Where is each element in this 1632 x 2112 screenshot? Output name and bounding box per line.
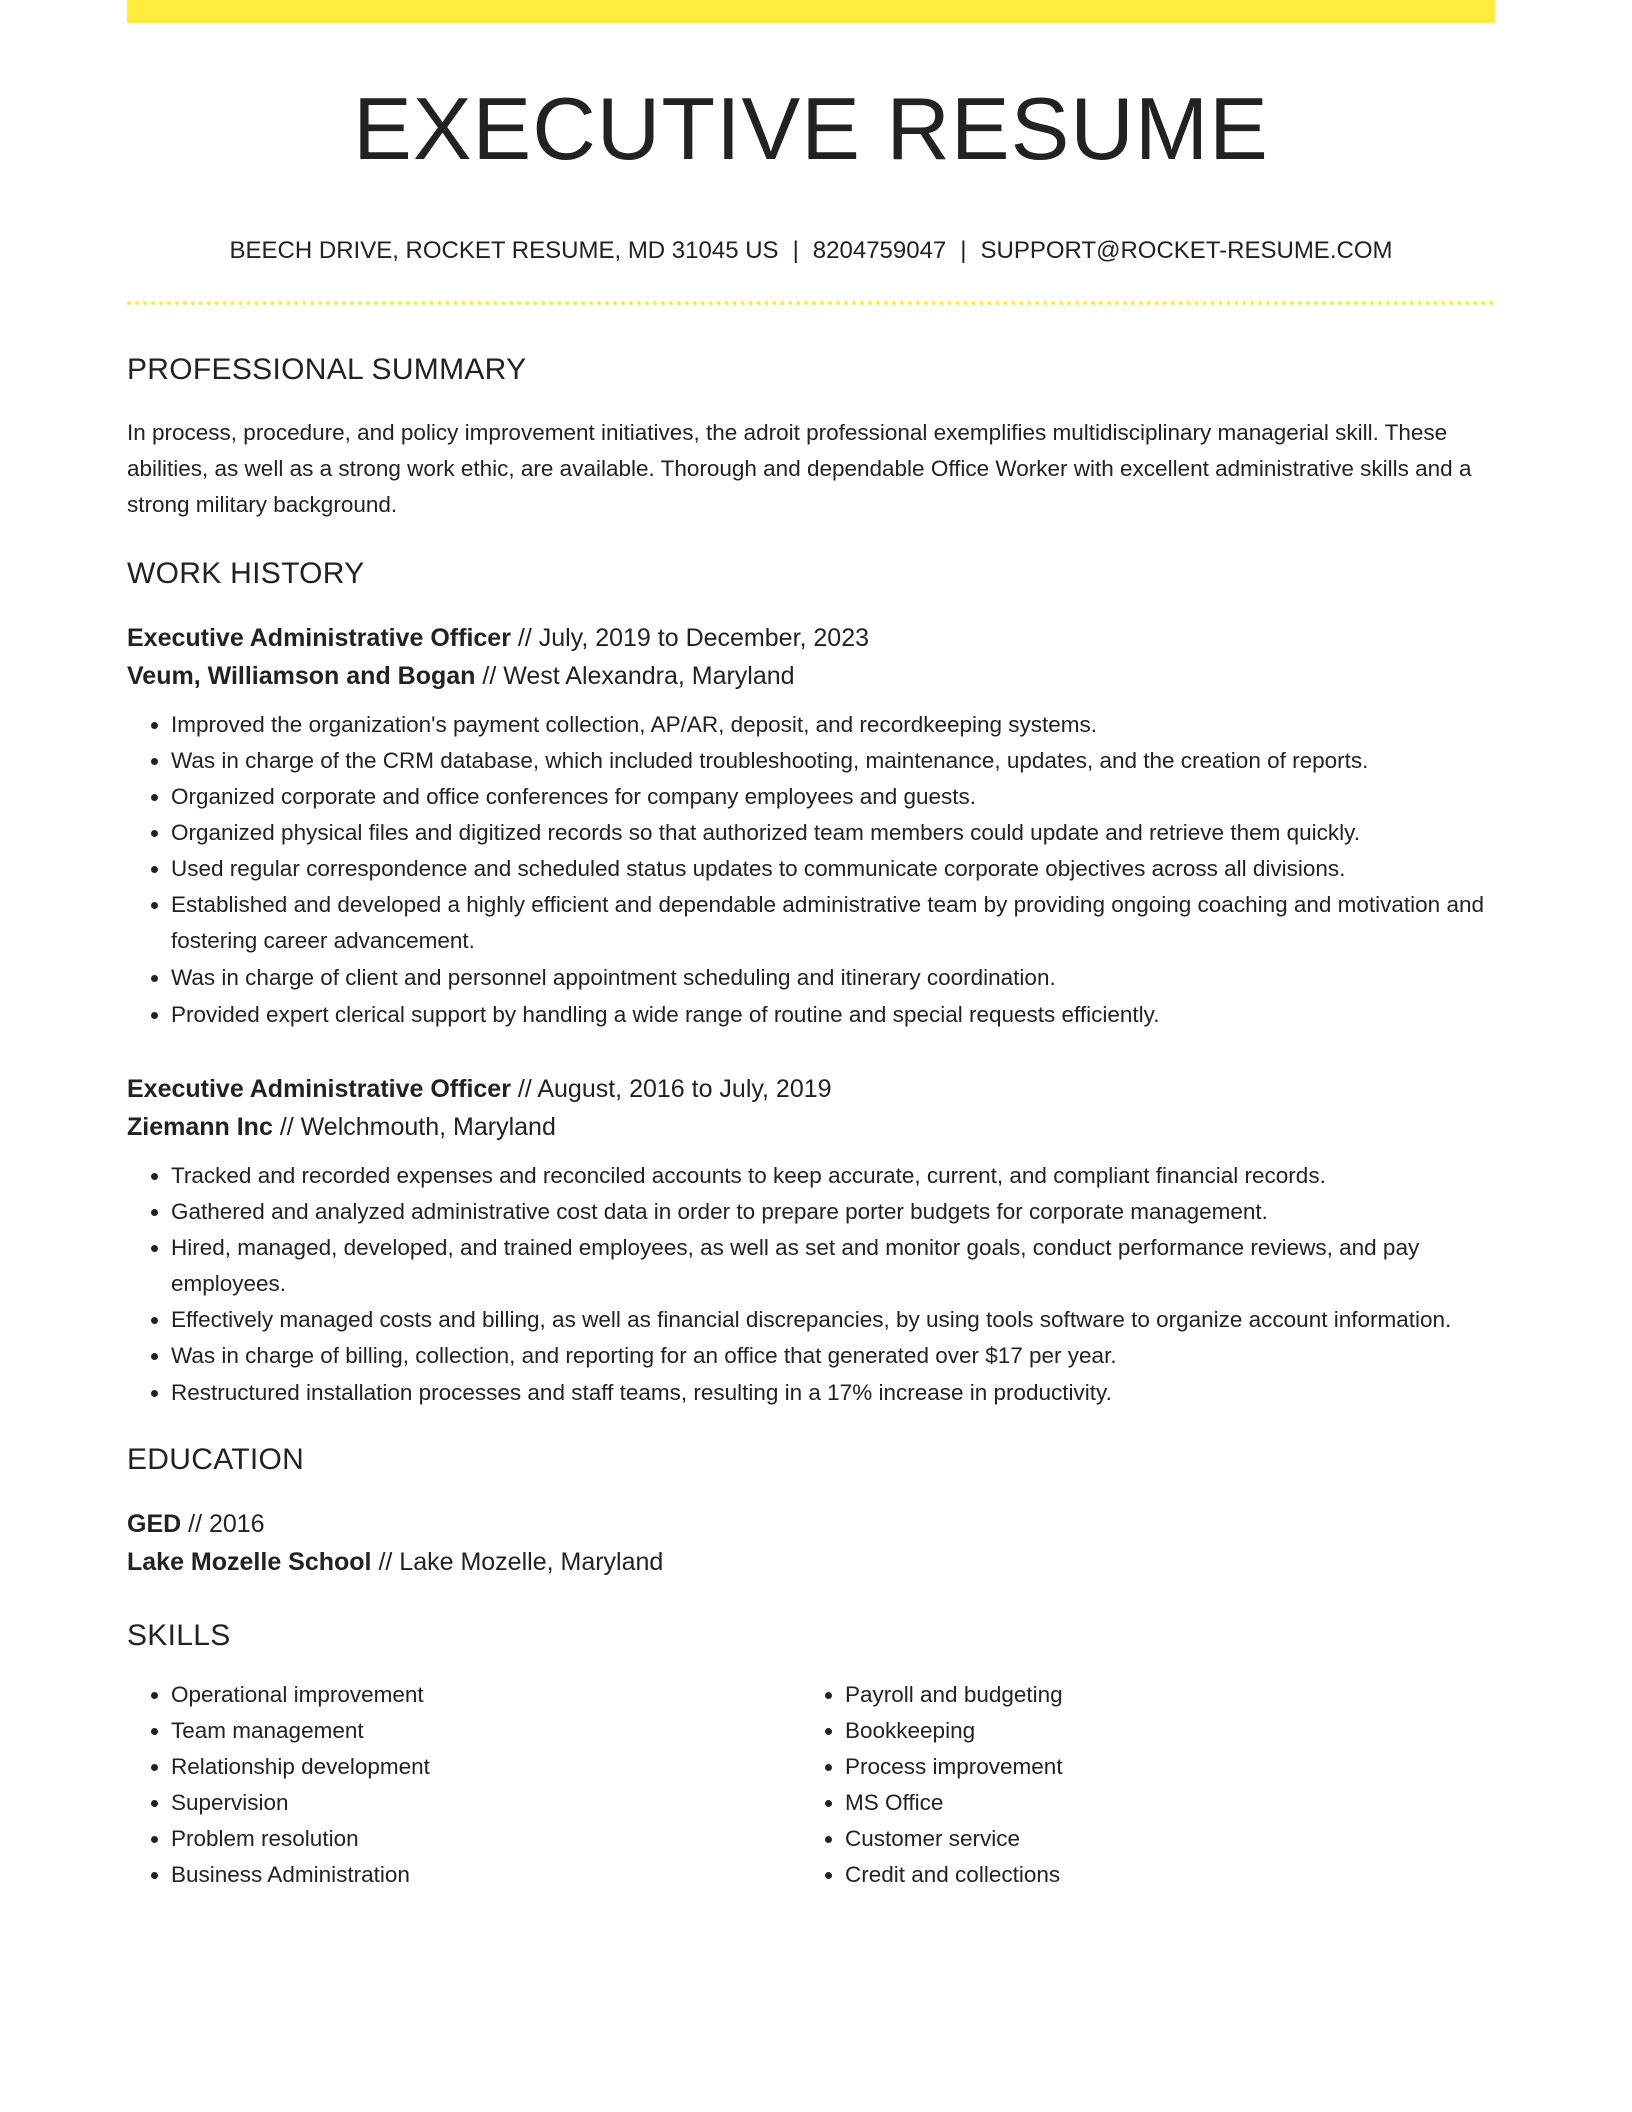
skill-item: • Bookkeeping xyxy=(845,1713,1475,1749)
dotted-divider xyxy=(127,301,1495,305)
contact-separator: | xyxy=(960,237,967,264)
education-degree-line xyxy=(127,1505,1495,1543)
job-bullet: • Improved the organization's payment collection, AP/AR, deposit, and recordkeeping systems. xyxy=(171,707,1495,743)
skill-item: • Team management xyxy=(171,1713,801,1749)
job-bullet: • Was in charge of client and personnel appointment scheduling and itinerary coordination. xyxy=(171,960,1495,996)
skills-right-list xyxy=(801,1677,1475,1893)
job-bullet: • Established and developed a highly efficient and dependable administrative team by providing ongoing coaching and motivation and fostering career advancement. xyxy=(171,887,1495,959)
skill-item: • Operational improvement xyxy=(171,1677,801,1713)
job-entry xyxy=(127,619,1495,1033)
skill-item: • MS Office xyxy=(845,1785,1475,1821)
education-location: // Lake Mozelle, Maryland xyxy=(371,1548,664,1576)
job-bullet: • Was in charge of billing, collection, and reporting for an office that generated over $17 per year. xyxy=(171,1338,1495,1374)
job-company-line xyxy=(127,1108,1495,1146)
job-entry xyxy=(127,1070,1495,1411)
top-accent-bar xyxy=(127,0,1495,23)
job-bullet: • Provided expert clerical support by handling a wide range of routine and special requests efficiently. xyxy=(171,997,1495,1033)
skills-left-list xyxy=(127,1677,801,1893)
skill-item: • Supervision xyxy=(171,1785,801,1821)
job-location: // Welchmouth, Maryland xyxy=(272,1113,556,1141)
job-role: Executive Administrative Officer xyxy=(127,1075,511,1103)
resume-title: EXECUTIVE RESUME xyxy=(353,79,1269,178)
job-bullet: • Restructured installation processes and staff teams, resulting in a 17% increase in productivity. xyxy=(171,1375,1495,1411)
summary-text: In process, procedure, and policy improvement initiatives, the adroit professional exemplifies multidisciplinary managerial skill. These abilities, as well as a strong work ethic, are available. Thorough and dependable Office Worker with excellent administrative skills and a strong military background. xyxy=(127,420,1472,517)
job-company: Veum, Williamson and Bogan xyxy=(127,662,476,690)
education-entry xyxy=(127,1505,1495,1581)
education-heading: EDUCATION xyxy=(127,1443,305,1476)
education-school: Lake Mozelle School xyxy=(127,1548,372,1576)
job-role-line xyxy=(127,619,1495,657)
contact-email[interactable]: SUPPORT@ROCKET-RESUME.COM xyxy=(980,237,1393,264)
resume-page xyxy=(127,0,1495,1893)
job-bullet: • Gathered and analyzed administrative cost data in order to prepare porter budgets for corporate management. xyxy=(171,1194,1495,1230)
education-school-line xyxy=(127,1543,1495,1581)
job-bullet: • Was in charge of the CRM database, which included troubleshooting, maintenance, updates, and the creation of reports. xyxy=(171,743,1495,779)
job-company-line xyxy=(127,657,1495,695)
job-role: Executive Administrative Officer xyxy=(127,624,511,652)
skills-columns xyxy=(127,1677,1495,1893)
job-bullet: • Organized physical files and digitized records so that authorized team members could update and retrieve them quickly. xyxy=(171,815,1495,851)
skill-item: • Relationship development xyxy=(171,1749,801,1785)
contact-separator: | xyxy=(792,237,799,264)
skill-item: • Process improvement xyxy=(845,1749,1475,1785)
skills-heading: SKILLS xyxy=(127,1619,231,1652)
job-bullets xyxy=(127,1158,1495,1411)
job-bullet: • Effectively managed costs and billing, as well as financial discrepancies, by using tools software to organize account information. xyxy=(171,1302,1495,1338)
contact-address: BEECH DRIVE, ROCKET RESUME, MD 31045 US xyxy=(229,237,779,264)
job-bullet: • Used regular correspondence and scheduled status updates to communicate corporate objectives across all divisions. xyxy=(171,851,1495,887)
job-bullet: • Hired, managed, developed, and trained employees, as well as set and monitor goals, conduct performance reviews, and pay employees. xyxy=(171,1230,1495,1302)
work-history-heading: WORK HISTORY xyxy=(127,557,365,590)
skill-item: • Credit and collections xyxy=(845,1857,1475,1893)
education-year: // 2016 xyxy=(181,1510,265,1538)
job-bullet: • Organized corporate and office conferences for company employees and guests. xyxy=(171,779,1495,815)
skill-item: • Problem resolution xyxy=(171,1821,801,1857)
job-dates: // July, 2019 to December, 2023 xyxy=(510,624,870,652)
skill-item: • Payroll and budgeting xyxy=(845,1677,1475,1713)
job-dates: // August, 2016 to July, 2019 xyxy=(510,1075,832,1103)
contact-line xyxy=(127,239,1495,263)
job-location: // West Alexandra, Maryland xyxy=(475,662,795,690)
skill-item: • Business Administration xyxy=(171,1857,801,1893)
summary-heading: PROFESSIONAL SUMMARY xyxy=(127,353,527,386)
job-bullet: • Tracked and recorded expenses and reconciled accounts to keep accurate, current, and compliant financial records. xyxy=(171,1158,1495,1194)
contact-phone[interactable]: 8204759047 xyxy=(812,237,947,264)
skill-item: • Customer service xyxy=(845,1821,1475,1857)
job-role-line xyxy=(127,1070,1495,1108)
job-bullets xyxy=(127,707,1495,1033)
job-company: Ziemann Inc xyxy=(127,1113,273,1141)
education-degree: GED xyxy=(127,1510,182,1538)
